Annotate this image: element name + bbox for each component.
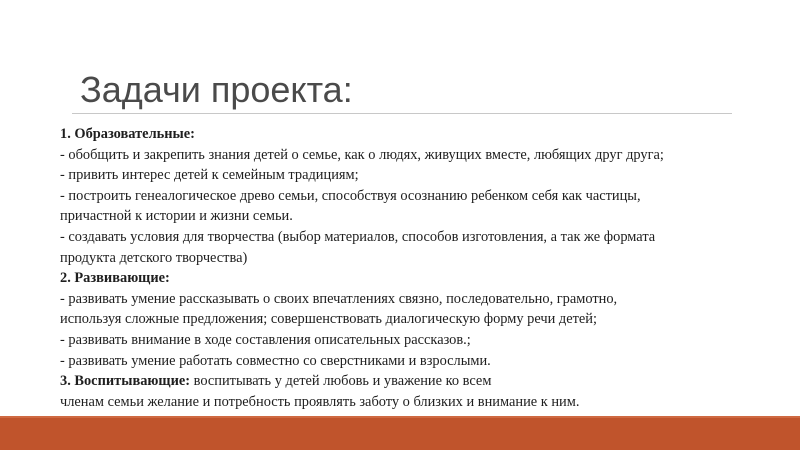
line-text: членам семьи желание и потребность проявлять заботу о близких и внимание к ним. [60,393,580,410]
body-line [60,165,780,186]
body-line [60,145,780,166]
line-text: используя сложные предложения; совершенствовать диалогическую форму речи детей; [60,311,598,328]
body-line [60,392,780,413]
footer-bar [0,416,800,450]
title-divider [72,113,732,114]
slide-title: Задачи проекта: [80,69,353,110]
body-line [60,206,780,227]
body-line [60,268,780,289]
line-text: - обобщить и закрепить знания детей о семье, как о людях, живущих вместе, любящих друг друга; [60,146,664,163]
section-heading: 2. Развивающие: [60,270,170,287]
slide-body [60,124,780,412]
line-text: - развивать внимание в ходе составления описательных рассказов.; [60,331,471,348]
line-text: - построить генеалогическое древо семьи, способствуя осознанию ребенком себя как частицы, [60,187,641,204]
body-line [60,248,780,269]
line-text: - развивать умение работать совместно со сверстниками и взрослыми. [60,352,491,369]
body-line [60,227,780,248]
body-line [60,309,780,330]
body-line [60,289,780,310]
line-text: причастной к истории и жизни семьи. [60,208,293,225]
section-heading: 3. Воспитывающие: [60,373,191,390]
line-text: - создавать условия для творчества (выбор материалов, способов изготовления, а так же формата [60,228,656,245]
line-text: - привить интерес детей к семейным традициям; [60,167,359,184]
body-line [60,186,780,207]
body-line [60,371,780,392]
section-heading: 1. Образовательные: [60,126,195,142]
line-text: - развивать умение рассказывать о своих впечатлениях связно, последовательно, грамотно, [60,290,618,307]
line-text: воспитывать у детей любовь и уважение ко всем [190,373,492,390]
body-line [60,351,780,372]
body-line [60,330,780,351]
body-line [60,124,780,145]
line-text: продукта детского творчества) [60,249,248,266]
